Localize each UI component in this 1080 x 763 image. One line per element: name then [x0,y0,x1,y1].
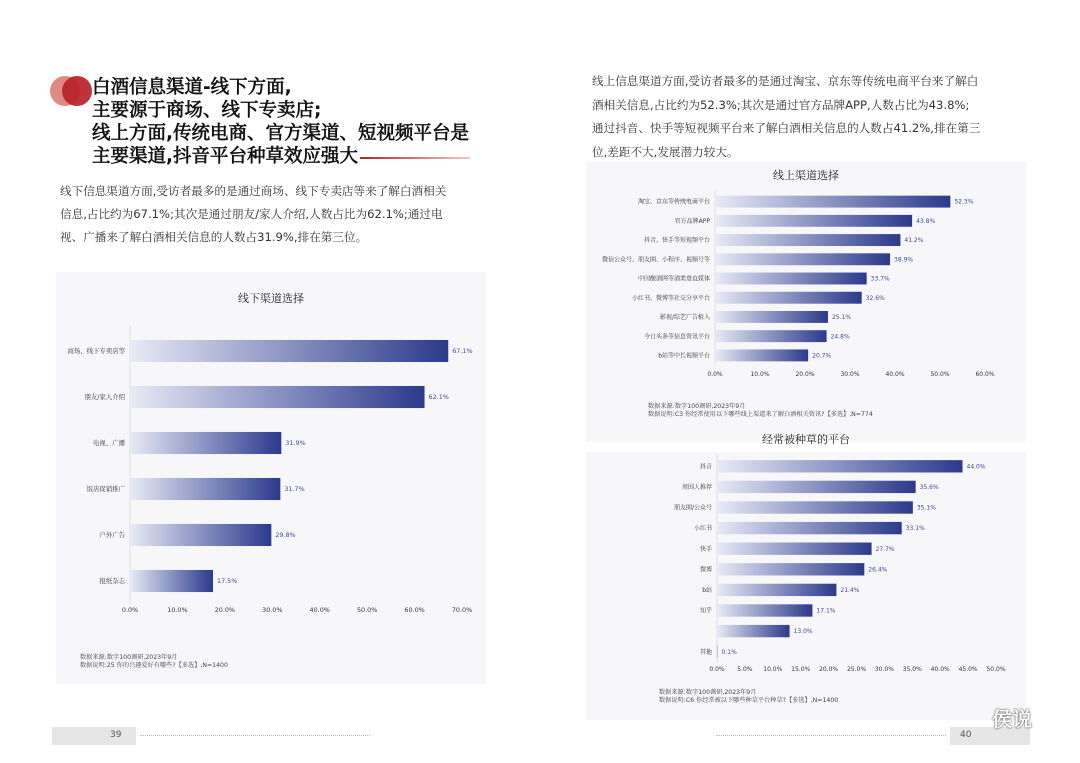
x-tick-label: 30.0% [840,371,860,378]
bar [130,340,448,362]
bar [717,543,872,555]
category-label: 户外广告 [99,531,125,540]
category-label: 快手 [699,545,712,553]
value-label: 29.8% [275,531,296,540]
x-tick-label: 0.0% [707,371,723,378]
source-line: 数据说明:C6 你经常被以下哪些种草平台种草?【多选】,N=1400 [659,697,839,704]
value-label: 31.7% [284,485,305,494]
bar [717,460,963,472]
source-line: 数据来源:数字100调研,2023年9月 [659,689,757,696]
value-label: 33.1% [905,525,925,533]
bar [715,330,827,342]
bar [715,311,828,323]
bar [130,570,213,592]
seed-chart-title: 经常被种草的平台 [762,433,850,446]
x-tick-label: 60.0% [975,371,995,378]
left-footer-dotted-line [140,735,370,736]
bar [715,292,862,304]
category-label: 周围人推荐 [681,484,712,491]
heading-line: 白酒信息渠道-线下方面, [92,77,292,98]
left-page-number: 39 [110,730,122,740]
value-label: 24.8% [830,333,850,341]
bar [717,646,718,658]
value-label: 27.7% [875,545,895,553]
x-tick-label: 10.0% [167,606,188,614]
bar [715,349,808,361]
x-tick-label: 30.0% [874,666,894,673]
right-paragraph [592,70,980,164]
value-label: 41.2% [904,237,924,245]
category-label: b站等中长视频平台 [658,352,710,360]
offline-chart-source [80,654,228,670]
bar [715,234,900,246]
offline-chart-title: 线下渠道选择 [238,292,304,305]
value-label: 17.5% [217,577,238,586]
source-line: 数据说明:C3 你经常使用以下哪些线上渠道来了解白酒相关资讯?【多选】,N=774 [648,411,873,418]
online-chart-source [648,403,873,419]
category-label: 小红书 [693,525,712,533]
heading-line: 主要渠道,抖音平台种草效应强大 [92,146,359,167]
value-label: 32.6% [865,294,885,302]
bar [130,524,271,546]
bar [130,432,281,454]
category-label: 淘宝、京东等传统电商平台 [637,198,710,206]
value-label: 43.8% [916,217,936,225]
bar [130,386,425,408]
seed-chart-source [659,689,838,705]
x-tick-label: 35.0% [902,666,922,673]
paragraph-line: 线上信息渠道方面,受访者最多的是通过淘宝、京东等传统电商平台来了解白 [592,74,979,88]
x-tick-label: 0.0% [709,666,725,673]
bar [130,478,280,500]
x-tick-label: 10.0% [763,666,783,673]
bar [717,563,864,575]
category-label: 商场、线下专卖店等 [67,347,125,356]
paragraph-line: 位,差距不大,发展潜力较大。 [592,144,739,159]
x-tick-label: 50.0% [986,666,1006,673]
category-label: 知乎 [699,607,712,615]
page-heading [92,76,482,168]
x-tick-label: 40.0% [309,606,330,614]
bar [715,215,912,227]
source-line: 数据说明:25 你的兴趣爱好有哪些?【多选】,N=1400 [80,662,228,669]
right-page-number: 40 [960,730,972,740]
category-label: 微信公众号、朋友圈、小程序、视频号等 [601,256,710,264]
bar [717,481,916,493]
online-chart [586,186,1026,386]
bar [715,273,867,285]
category-label: 抖音、快手等短视频平台 [643,237,710,245]
category-label: 电视、广播 [93,439,125,448]
value-label: 25.1% [831,314,852,322]
bar [717,625,790,637]
bar [717,522,902,534]
category-label: 其他 [699,648,712,656]
x-tick-label: 45.0% [958,666,978,673]
paragraph-line: 视、广播来了解白酒相关信息的人数占31.9%,排在第三位。 [60,230,368,244]
category-label: 朋友/家人介绍 [84,393,125,402]
offline-chart [56,305,486,625]
category-label: 微博 [699,566,712,574]
category-label: 小红书、微博等社交分享平台 [631,294,710,302]
x-tick-label: 10.0% [750,371,770,378]
value-label: 38.9% [894,256,914,264]
heading-decor-circle-dark [62,76,92,106]
category-label: 影视/综艺广告植入 [659,314,710,322]
bar [715,253,890,265]
value-label: 26.4% [868,566,888,574]
x-tick-label: 50.0% [930,371,950,378]
category-label: 抖音 [699,463,712,471]
paragraph-line: 通过抖音、快手等短视频平台来了解白酒相关信息的人数占41.2%,排在第三 [592,121,981,135]
x-tick-label: 50.0% [356,606,378,614]
x-tick-label: 40.0% [885,371,905,378]
heading-underline [360,157,470,159]
value-label: 62.1% [428,393,449,402]
watermark-text: 侯说 [992,707,1032,731]
value-label: 21.4% [840,587,860,594]
bar [717,584,836,596]
value-label: 13.0% [793,628,813,636]
value-label: 17.1% [816,607,836,615]
bar [715,196,950,208]
heading-line: 线上方面,传统电商、官方渠道、短视频平台是 [92,123,470,144]
paragraph-line: 酒相关信息,占比约为52.3%;其次是通过官方品牌APP,人数占比为43.8%; [592,97,970,112]
x-tick-label: 5.0% [737,666,753,673]
heading-line: 主要源于商场、线下专卖店; [92,100,322,121]
category-label: 饭店促销推广 [86,485,125,494]
value-label: 20.7% [812,352,832,360]
value-label: 67.1% [452,347,473,356]
category-label: 朋友圈/公众号 [673,504,712,512]
paragraph-line: 信息,占比约为67.1%;其次是通过朋友/家人介绍,人数占比为62.1%;通过电 [60,207,443,221]
category-label: b站 [702,587,712,594]
x-tick-label: 30.0% [262,606,283,614]
x-tick-label: 60.0% [404,606,425,614]
value-label: 31.9% [285,439,306,448]
x-tick-label: 40.0% [930,666,950,673]
x-tick-label: 20.0% [819,666,839,673]
value-label: 52.3% [954,198,974,206]
category-label: 今日头条等信息资讯平台 [643,333,710,341]
seed-chart [586,452,1026,677]
value-label: 33.7% [870,275,890,283]
bar [717,501,913,513]
paragraph-line: 线下信息渠道方面,受访者最多的是通过商场、线下专卖店等来了解白酒相关 [60,184,447,198]
category-label: 报纸杂志 [99,577,125,586]
x-tick-label: 70.0% [451,606,473,614]
x-tick-label: 25.0% [846,666,867,673]
value-label: 35.1% [916,504,936,512]
x-tick-label: 20.0% [795,371,815,378]
right-footer-dotted-line [716,735,946,736]
left-page-footer-bar [52,727,136,745]
x-tick-label: 0.0% [121,606,139,614]
source-line: 数据来源:数字100调研,2023年9月 [80,654,178,661]
bar [717,604,812,616]
value-label: 44.0% [966,463,986,471]
value-label: 0.1% [721,648,737,656]
category-label: 中国酿酒网等酒类垂直媒体 [637,275,710,283]
x-tick-label: 15.0% [791,666,811,673]
source-line: 数据来源:数字100调研,2023年9月 [648,403,746,410]
category-label: 官方品牌APP [674,217,710,225]
online-chart-title: 线上渠道选择 [773,169,839,182]
left-paragraph [60,180,446,249]
x-tick-label: 20.0% [214,606,236,614]
value-label: 35.6% [919,484,939,491]
